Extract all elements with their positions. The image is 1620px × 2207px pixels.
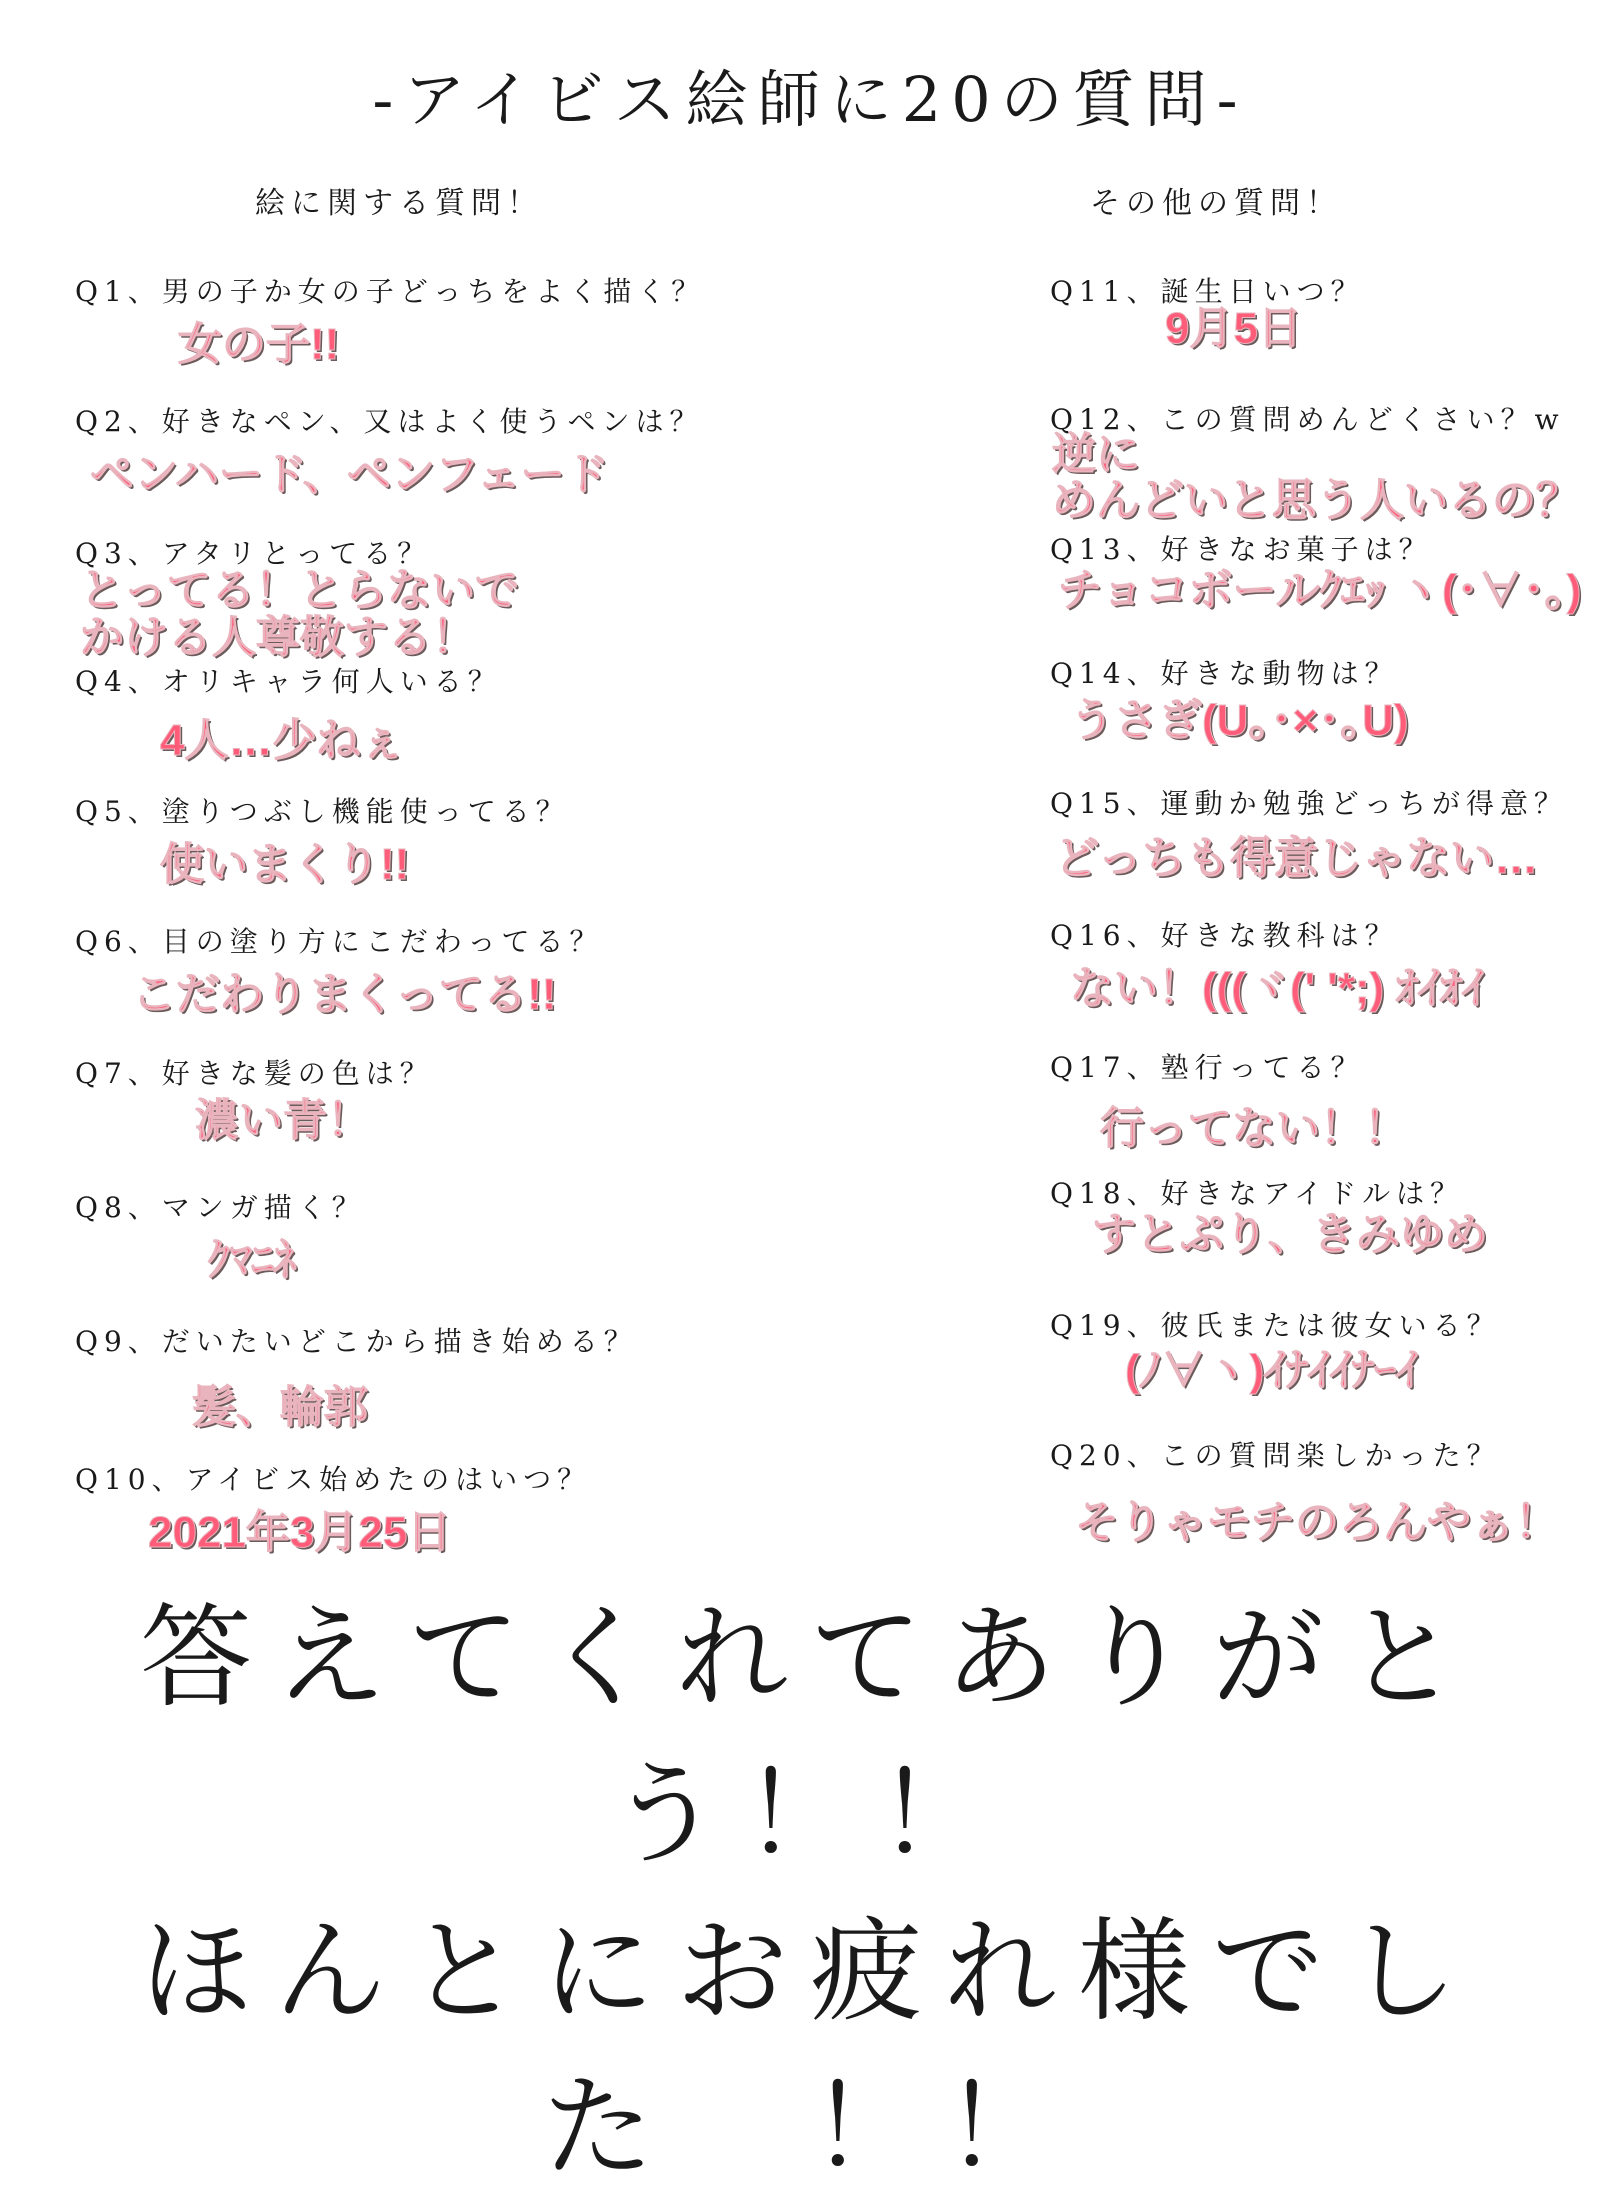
answer-14: うさぎ(U｡･×･｡U) (1070, 696, 1409, 745)
question-7: Q7、好きな髪の色は？ (75, 1057, 434, 1090)
answer-4: 4人…少ねぇ (160, 716, 405, 765)
question-11: Q11、誕生日いつ？ (1050, 275, 1365, 308)
closing-line-1: 答えてくれてありがと (140, 1593, 1480, 1723)
question-15: Q15、運動か勉強どっちが得意？ (1050, 787, 1569, 820)
right-column-header: その他の質問！ (1090, 186, 1342, 221)
page-title: -アイビス絵師に20の質問- (372, 63, 1248, 136)
question-3: Q3、アタリとってる？ (75, 537, 432, 570)
answer-20: そりゃモチのろんやぁ！ (1075, 1498, 1559, 1547)
question-13: Q13、好きなお菓子は？ (1050, 533, 1433, 566)
question-14: Q14、好きな動物は？ (1050, 657, 1399, 690)
answer-12-line-2: めんどいと思う人いるの？ (1052, 476, 1580, 525)
question-9: Q9、だいたいどこから描き始める？ (75, 1325, 638, 1358)
answer-6: こだわりまくってる!! (132, 970, 557, 1019)
question-6: Q6、目の塗り方にこだわってる？ (75, 925, 604, 958)
answer-16: ない！(((ヾ(' '*;) ｵｲｵｲ (1070, 964, 1485, 1013)
question-12: Q12、この質問めんどくさい？w (1050, 403, 1565, 436)
question-16: Q16、好きな教科は？ (1050, 919, 1399, 952)
question-4: Q4、オリキャラ何人いる？ (75, 665, 502, 698)
answer-15: どっちも得意じゃない… (1055, 834, 1539, 883)
answer-5: 使いまくり!! (160, 840, 410, 889)
answer-11: 9月5日 (1165, 304, 1302, 353)
answer-13: チョコボールｸｴｯ ヽ(･∀･｡) (1058, 566, 1582, 615)
answer-12: 逆に (1052, 430, 1140, 479)
question-19: Q19、彼氏または彼女いる？ (1050, 1309, 1501, 1342)
question-2: Q2、好きなペン、又はよく使うペンは？ (75, 405, 704, 438)
question-10: Q10、アイビス始めたのはいつ？ (75, 1463, 592, 1496)
closing-line-2: う！！ (609, 1749, 1011, 1880)
answer-10: 2021年3月25日 (148, 1508, 452, 1557)
closing-line-3: ほんとにお疲れ様でし (140, 1906, 1480, 2037)
question-8: Q8、マンガ描く？ (75, 1191, 366, 1224)
question-20: Q20、この質問楽しかった？ (1050, 1439, 1501, 1472)
question-17: Q17、塾行ってる？ (1050, 1051, 1365, 1084)
answer-3-line-2: かける人尊敬する！ (80, 613, 476, 662)
question-18: Q18、好きなアイドルは？ (1050, 1177, 1465, 1210)
question-1: Q1、男の子か女の子どっちをよく描く？ (75, 275, 706, 308)
answer-17: 行ってない！！ (1100, 1104, 1408, 1153)
answer-2: ペンハード、ペンフェード (90, 450, 609, 499)
answer-9: 髪、輪郭 (192, 1383, 368, 1432)
answer-19: (ﾉ∀ヽ)ｲﾅｲｲﾅｰｲ (1125, 1346, 1419, 1395)
question-5: Q5、塗りつぶし機能使ってる？ (75, 795, 570, 828)
closing-message (0, 1580, 1620, 2207)
left-column-header: 絵に関する質問！ (255, 186, 543, 221)
answer-7: 濃い青！ (195, 1096, 371, 1145)
answer-8: ｸﾏﾆﾈ (208, 1236, 296, 1285)
answer-1: 女の子!! (178, 320, 340, 369)
answer-3: とってる！とらないで (80, 566, 520, 615)
answer-18: すとぷり、きみゆめ (1092, 1210, 1488, 1259)
closing-line-4: た ！！ (542, 2063, 1078, 2194)
